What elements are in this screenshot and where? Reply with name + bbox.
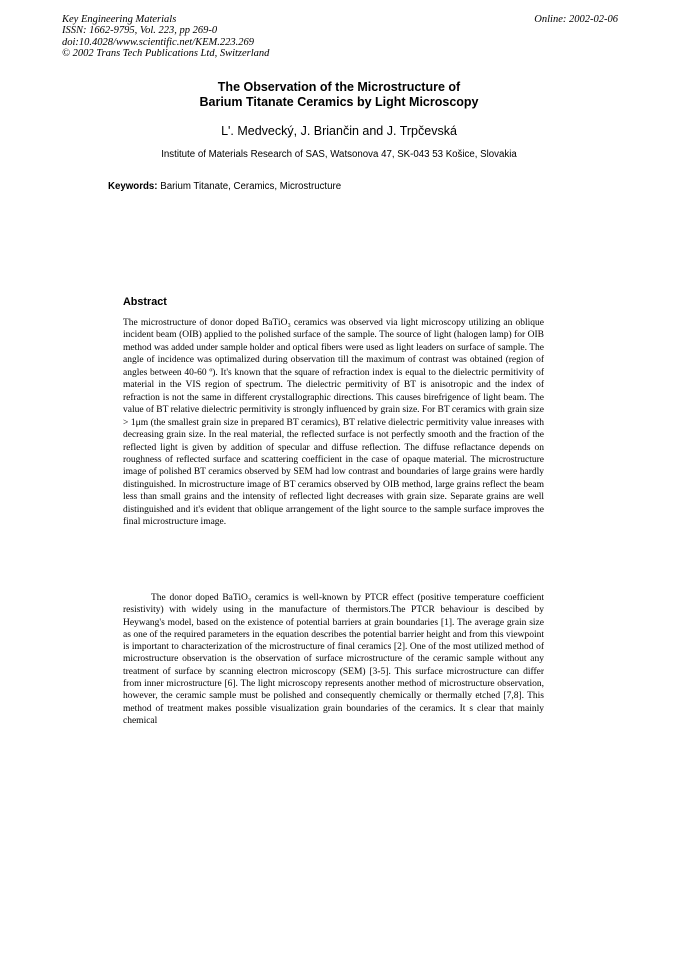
title-line-1: The Observation of the Microstructure of <box>217 80 461 94</box>
abstract-paragraph: The microstructure of donor doped BaTiO₃ ceramics was observed via light microscopy utilizing an oblique incident beam (OIB) applied to the polished surface of the sample. The source of light (halogen lamp) for OIB method was added under sample holder and optical fibers were used as light leaders on surface of sample. The angle of incidence was optimalized during observation till the maximum of contrast was obtained (region of angles between 40-60 º). It's known that the square of refraction index is equal to the dielectric permitivity of material in the VIS region of spectrum. The dielectric permitivity of BT is anisotropic and the index of refraction is not the same in different crystallographic directions. This causes birefrigence of light beam. The value of BT relative dielectric permitivity is strongly influenced by grain size. For BT ceramics with grain size > 1μm (the smallest grain size in prepared BT ceramics), BT relative dielectric permitivity value inreases with decreasing grain size. In the real material, the reflected surface is not perfectly smooth and the fraction of the reflected light is given by addition of specular and diffuse reflection. The diffuse reflactance depends on roughness of reflected surface and scattering coefficient in the case of opaque material. The microstructure image of polished BT ceramics observed by SEM had low contrast and boundaries of large grains were hardly distinguished. In microstructure image of BT ceramics observed by OIB method, large grains reflect the beam less than small grains and the intensity of reflected light decreases with grain size. Separate grains are well distinguished and it's evident that oblique arrangement of the light source to the sample surface improves the final microstructure image. <box>123 318 544 528</box>
affiliation: Institute of Materials Research of SAS, Watsonova 47, SK-043 53 Košice, Slovakia <box>161 149 517 160</box>
doi-line: doi:10.4028/www.scientific.net/KEM.223.269 <box>62 36 254 48</box>
keywords-list: Barium Titanate, Ceramics, Microstructure <box>160 181 342 192</box>
title-line-2: Barium Titanate Ceramics by Light Microscopy <box>199 95 479 109</box>
online-date: Online: 2002-02-06 <box>534 14 618 25</box>
journal-name: Key Engineering Materials <box>62 14 177 25</box>
issn-line: ISSN: 1662-9795, Vol. 223, pp 269-0 <box>62 25 218 37</box>
keywords-label: Keywords: <box>108 181 158 192</box>
page-header <box>62 14 618 60</box>
intro-section <box>123 592 544 727</box>
keywords-line <box>108 181 341 192</box>
intro-paragraph: The donor doped BaTiO₃ ceramics is well-known by PTCR effect (positive temperature coefficient resistivity) with widely using in the manufacture of thermistors.The PTCR behaviour is descibed by Heywang's model, based on the existence of potential barriers at grain boundaries [1]. The average grain size as one of the required parameters in the equation describes the potential barrier height and from this viewpoint is important to characterization of the microstructure of final ceramics [2]. One of the most utilized method of microstructure observation is the observation of surface microstructure of the ceramic sample without any treatment of surface by scanning electron microscopy (SEM) [3-5]. This surface microstructure can differ from inner microstructure [6]. The light microscopy represents another method of microstructure observation, however, the ceramic sample must be polished and consequently chemically or thermally etched [7,8]. This method of treatment makes possible visualization grain boundaries of the ceramics. It s clear that mainly chemical <box>123 593 544 726</box>
abstract-heading: Abstract <box>123 296 167 308</box>
copyright-line: © 2002 Trans Tech Publications Ltd, Switzerland <box>62 48 270 60</box>
abstract-text <box>123 317 544 529</box>
paper-title <box>0 80 678 110</box>
authors: L'. Medvecký, J. Briančin and J. Trpčevská <box>221 124 457 138</box>
